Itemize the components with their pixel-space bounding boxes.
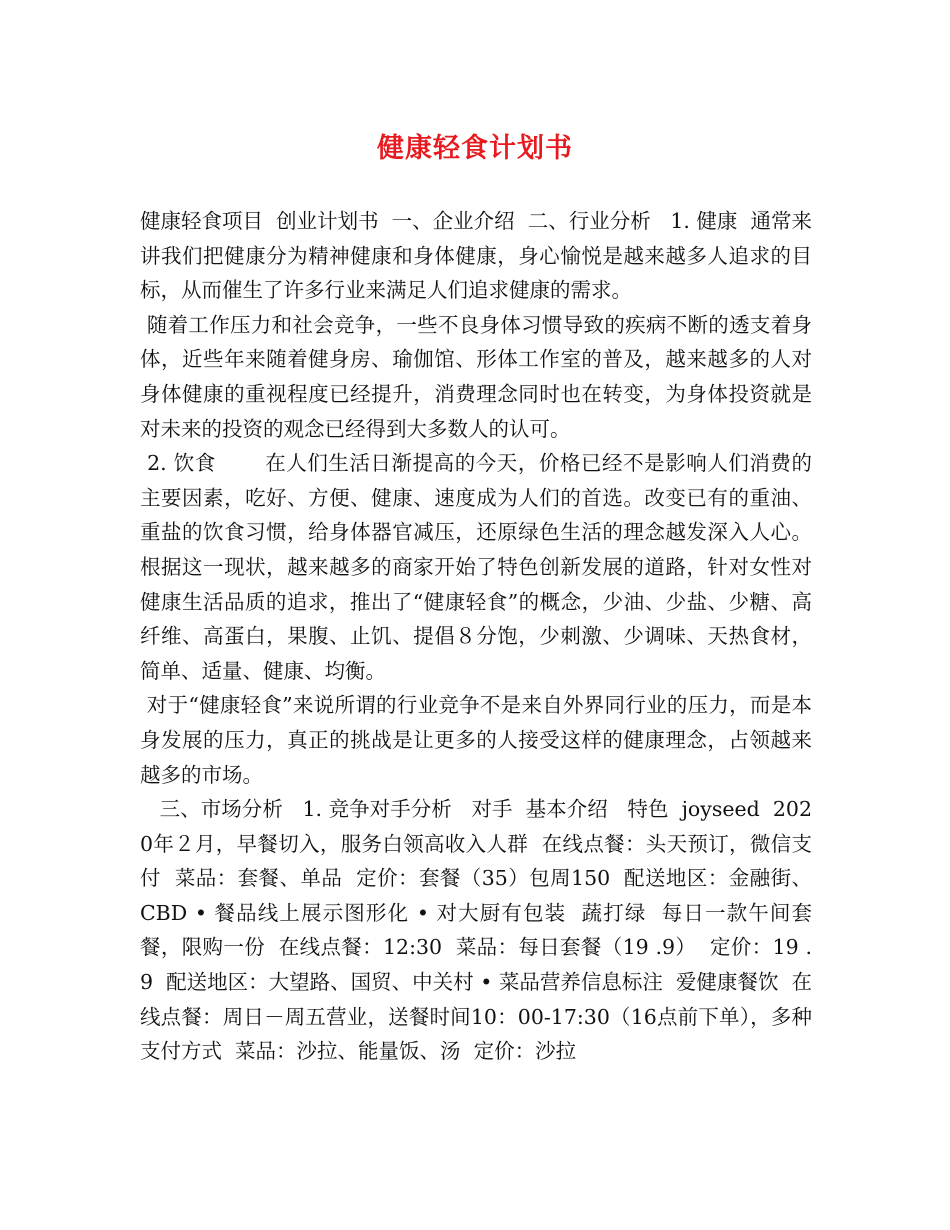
paragraph-market-analysis: 三、市场分析 1. 竞争对手分析 对手 基本介绍 特色 joyseed 2020年２月，早餐切入，服务白领高收入人群 在线点餐：头天预订，微信支付 菜品：套餐、单品 定价：套餐（35）包周150 配送地区：金融街、CBD • 餐品线上展示图形化 • 对大厨有包装 蔬打绿 每日一款午间套餐，限购一份 在线点餐：12:30 菜品：每日套餐（19 .9） 定价：19 .9 配送地区：大望路、国贸、中关村 • 菜品营养信息标注 爱健康餐饮 在线点餐：周日－周五营业，送餐时间10：00-17:30（16点前下单），多种支付方式 菜品：沙拉、能量饭、汤 定价：沙拉 — [140, 797, 812, 1064]
paragraph-diet: 2. 饮食 在人们生活日渐提高的今天，价格已经不是影响人们消费的主要因素，吃好、方便、健康、速度成为人们的首选。改变已有的重油、重盐的饮食习惯，给身体器官减压，还原绿色生活的理念越发深入人心。根据这一现状，越来越多的商家开始了特色创新发展的道路，针对女性对健康生活品质的追求，推出了“健康轻食”的概念，少油、少盐、少糖、高纤维、高蛋白，果腹、止饥、提倡８分饱，少刺激、少调味、天热食材，简单、适量、健康、均衡。 — [140, 451, 812, 683]
paragraph-intro: 健康轻食项目 创业计划书 一、企业介绍 二、行业分析 1. 健康 通常来讲我们把健康分为精神健康和身体健康，身心愉悦是越来越多人追求的目标，从而催生了许多行业来满足人们追求健康的需求。 — [140, 209, 812, 303]
paragraph-health-trend: 随着工作压力和社会竞争，一些不良身体习惯导致的疾病不断的透支着身体，近些年来随着健身房、瑜伽馆、形体工作室的普及，越来越多的人对身体健康的重视程度已经提升，消费理念同时也在转变，为身体投资就是对未来的投资的观念已经得到大多数人的认可。 — [140, 312, 812, 441]
paragraph-competition: 对于“健康轻食”来说所谓的行业竞争不是来自外界同行业的压力，而是本身发展的压力，真正的挑战是让更多的人接受这样的健康理念，占领越来越多的市场。 — [140, 693, 812, 787]
document-title: 健康轻食计划书 — [377, 133, 573, 164]
document-body — [140, 204, 812, 1069]
